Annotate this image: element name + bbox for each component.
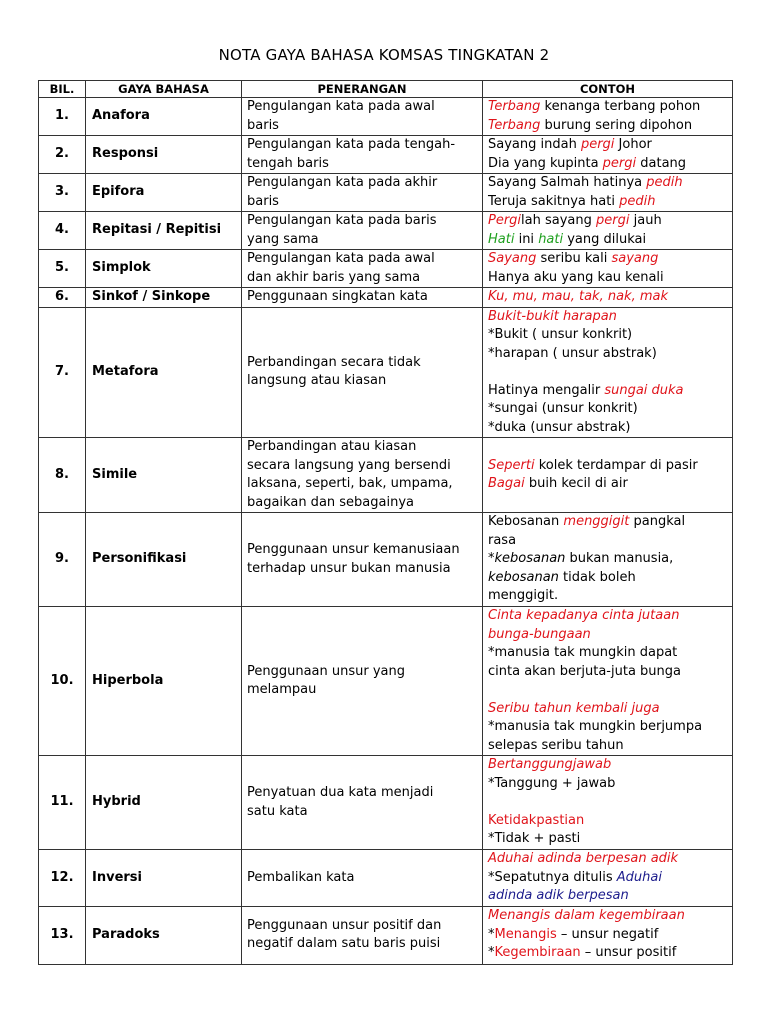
contoh-line	[488, 269, 727, 288]
contoh-line	[488, 644, 727, 663]
table-row	[39, 98, 733, 136]
contoh-line	[488, 607, 727, 626]
blank-line	[488, 363, 727, 382]
penerangan-line: Pengulangan kata pada baris	[247, 213, 437, 228]
contoh-segment: Seribu tahun kembali juga	[488, 700, 660, 716]
penerangan-line: Perbandingan atau kiasan	[247, 439, 417, 454]
contoh-line	[488, 326, 727, 345]
penerangan-line: secara langsung yang bersendi	[247, 457, 451, 473]
table-row	[39, 756, 733, 850]
penerangan-line: baris	[247, 193, 279, 209]
contoh-segment: Johor	[614, 137, 652, 152]
contoh-line	[488, 944, 727, 963]
contoh-segment: ini	[514, 231, 539, 247]
contoh-segment: Sayang Salmah hatinya	[488, 175, 647, 190]
contoh-segment: *manusia tak mungkin berjumpa	[488, 719, 703, 734]
contoh-cell	[483, 212, 733, 250]
contoh-segment: *duka (unsur abstrak)	[488, 419, 631, 435]
contoh-cell	[483, 136, 733, 174]
contoh-segment: Sayang indah	[488, 137, 581, 152]
contoh-cell	[483, 307, 733, 438]
table-row	[39, 250, 733, 288]
gaya-bahasa-name: Simplok	[86, 250, 242, 288]
contoh-cell	[483, 288, 733, 308]
penerangan-line: Penggunaan singkatan kata	[247, 289, 428, 304]
contoh-segment: Cinta kepadanya cinta jutaan	[488, 608, 680, 623]
contoh-segment: pedih	[619, 193, 656, 209]
row-number: 6.	[39, 288, 86, 308]
contoh-segment: selepas seribu tahun	[488, 737, 624, 753]
contoh-line	[488, 231, 727, 250]
gaya-bahasa-name: Repitasi / Repitisi	[86, 212, 242, 250]
penerangan-line: melampau	[247, 682, 317, 697]
gaya-bahasa-name: Responsi	[86, 136, 242, 174]
penerangan-cell	[242, 288, 483, 308]
contoh-segment: *	[488, 551, 495, 567]
contoh-segment: bukan manusia,	[565, 551, 674, 567]
penerangan-line: Perbandingan secara tidak	[247, 354, 421, 370]
contoh-segment: Hanya aku yang kau kenali	[488, 269, 664, 285]
penerangan-cell	[242, 98, 483, 136]
contoh-line	[488, 830, 727, 849]
contoh-segment: lah sayang	[521, 213, 597, 228]
contoh-segment: sungai duka	[604, 382, 684, 398]
penerangan-line: Pengulangan kata pada tengah-	[247, 137, 456, 152]
contoh-line	[488, 587, 727, 606]
contoh-segment: rasa	[488, 532, 517, 548]
contoh-line	[488, 926, 727, 945]
contoh-segment: Ketidakpastian	[488, 812, 585, 828]
row-number: 2.	[39, 136, 86, 174]
contoh-segment: *Tanggung + jawab	[488, 775, 616, 791]
contoh-line	[488, 663, 727, 682]
row-number: 3.	[39, 174, 86, 212]
contoh-cell	[483, 513, 733, 607]
contoh-segment: kenanga terbang pohon	[540, 99, 701, 114]
contoh-line	[488, 250, 727, 269]
contoh-line	[488, 756, 727, 775]
contoh-line	[488, 98, 727, 117]
contoh-segment: Terbang	[488, 117, 541, 133]
contoh-segment: Dia yang kupinta	[488, 155, 603, 171]
penerangan-cell	[242, 607, 483, 756]
contoh-line	[488, 382, 727, 401]
contoh-segment: menggigit.	[488, 588, 559, 604]
contoh-segment: pedih	[646, 175, 683, 190]
contoh-line	[488, 419, 727, 438]
contoh-line	[488, 700, 727, 719]
contoh-segment: sayang	[611, 251, 659, 266]
contoh-cell	[483, 906, 733, 964]
contoh-segment: *sungai (unsur konkrit)	[488, 401, 638, 416]
contoh-segment: *harapan ( unsur abstrak)	[488, 345, 657, 361]
contoh-segment: kolek terdampar di pasir	[534, 457, 698, 473]
gaya-bahasa-name: Hiperbola	[86, 607, 242, 756]
contoh-cell	[483, 438, 733, 513]
penerangan-cell	[242, 438, 483, 513]
contoh-segment: Aduhai adinda berpesan adik	[488, 851, 679, 866]
table-row	[39, 850, 733, 907]
blank-line	[488, 793, 727, 812]
contoh-cell	[483, 98, 733, 136]
contoh-segment: Kebosanan	[488, 514, 564, 530]
gaya-bahasa-name: Simile	[86, 438, 242, 513]
contoh-segment: Hati	[488, 231, 515, 247]
contoh-line	[488, 569, 727, 588]
penerangan-line: Pengulangan kata pada awal	[247, 251, 435, 266]
page-title: NOTA GAYA BAHASA KOMSAS TINGKATAN 2	[218, 46, 550, 64]
contoh-segment: *	[488, 926, 495, 942]
contoh-line	[488, 513, 727, 532]
contoh-segment: adinda adik berpesan	[488, 888, 629, 903]
contoh-segment: Pergi	[488, 213, 522, 228]
penerangan-cell	[242, 906, 483, 964]
contoh-cell	[483, 174, 733, 212]
penerangan-line: bagaikan dan sebagainya	[247, 494, 414, 510]
contoh-line	[488, 400, 727, 419]
contoh-line	[488, 475, 727, 494]
row-number: 5.	[39, 250, 86, 288]
contoh-line	[488, 850, 727, 869]
row-number: 9.	[39, 513, 86, 607]
contoh-line	[488, 550, 727, 569]
contoh-segment: *Tidak + pasti	[488, 831, 581, 847]
contoh-segment: Bukit-bukit harapan	[488, 308, 617, 324]
contoh-line	[488, 812, 727, 831]
gaya-bahasa-name: Epifora	[86, 174, 242, 212]
header-contoh: CONTOH	[483, 81, 733, 98]
contoh-line	[488, 718, 727, 737]
contoh-line	[488, 288, 727, 307]
contoh-cell	[483, 250, 733, 288]
contoh-segment: *manusia tak mungkin dapat	[488, 645, 678, 660]
contoh-segment: bunga-bungaan	[488, 626, 591, 642]
gaya-bahasa-name: Personifikasi	[86, 513, 242, 607]
contoh-line	[488, 737, 727, 756]
contoh-line	[488, 532, 727, 551]
row-number: 7.	[39, 307, 86, 438]
blank-line	[488, 681, 727, 700]
contoh-segment: yang dilukai	[563, 231, 647, 247]
contoh-segment: Aduhai	[616, 869, 662, 885]
contoh-line	[488, 457, 727, 476]
contoh-line	[488, 308, 727, 327]
penerangan-cell	[242, 174, 483, 212]
contoh-cell	[483, 850, 733, 907]
contoh-line	[488, 117, 727, 136]
contoh-segment: Ku, mu, mau, tak, nak, mak	[488, 289, 668, 304]
contoh-cell	[483, 607, 733, 756]
header-bil: BIL.	[39, 81, 86, 98]
penerangan-cell	[242, 136, 483, 174]
table-row	[39, 607, 733, 756]
row-number: 11.	[39, 756, 86, 850]
contoh-segment: burung sering dipohon	[540, 117, 693, 133]
row-number: 13.	[39, 906, 86, 964]
contoh-line	[488, 869, 727, 888]
row-number: 12.	[39, 850, 86, 907]
contoh-segment: kebosanan	[494, 551, 566, 567]
gaya-bahasa-name: Anafora	[86, 98, 242, 136]
table-row	[39, 307, 733, 438]
penerangan-line: terhadap unsur bukan manusia	[247, 560, 451, 576]
penerangan-line: Penggunaan unsur yang	[247, 663, 406, 679]
penerangan-cell	[242, 250, 483, 288]
penerangan-line: yang sama	[247, 231, 319, 247]
table-row	[39, 136, 733, 174]
contoh-segment: *Bukit ( unsur konkrit)	[488, 327, 633, 342]
table-row	[39, 288, 733, 308]
row-number: 8.	[39, 438, 86, 513]
gaya-bahasa-name: Hybrid	[86, 756, 242, 850]
gaya-bahasa-table	[38, 80, 733, 965]
contoh-segment: datang	[636, 155, 687, 171]
contoh-segment: *	[488, 945, 495, 961]
contoh-segment: Seperti	[488, 457, 535, 473]
contoh-segment: pergi	[580, 137, 615, 152]
contoh-segment: pergi	[596, 213, 630, 228]
contoh-line	[488, 626, 727, 645]
penerangan-line: Pengulangan kata pada awal	[247, 99, 435, 114]
contoh-line	[488, 345, 727, 364]
contoh-segment: seribu kali	[536, 251, 612, 266]
table-row	[39, 212, 733, 250]
contoh-line	[488, 775, 727, 794]
contoh-segment: menggigit	[563, 514, 630, 530]
penerangan-cell	[242, 756, 483, 850]
gaya-bahasa-name: Inversi	[86, 850, 242, 907]
contoh-segment: Hatinya mengalir	[488, 382, 605, 398]
penerangan-line: dan akhir baris yang sama	[247, 269, 421, 285]
penerangan-cell	[242, 513, 483, 607]
table-header-row	[39, 81, 733, 98]
penerangan-line: Pembalikan kata	[247, 869, 355, 885]
contoh-line	[488, 174, 727, 193]
penerangan-cell	[242, 307, 483, 438]
contoh-line	[488, 907, 727, 926]
contoh-segment: Bertanggungjawab	[488, 757, 612, 773]
table-row	[39, 438, 733, 513]
contoh-segment: Terbang	[488, 99, 541, 114]
contoh-segment: Teruja sakitnya hati	[488, 193, 620, 209]
contoh-cell	[483, 756, 733, 850]
contoh-segment: buih kecil di air	[524, 476, 628, 491]
contoh-segment: Menangis dalam kegembiraan	[488, 908, 685, 924]
contoh-line	[488, 155, 727, 174]
penerangan-line: Penggunaan unsur kemanusiaan	[247, 542, 460, 557]
contoh-segment: hati	[538, 231, 564, 247]
contoh-segment: – unsur positif	[580, 945, 677, 961]
contoh-line	[488, 136, 727, 155]
penerangan-line: baris	[247, 117, 279, 133]
header-penerangan: PENERANGAN	[242, 81, 483, 98]
table-row	[39, 906, 733, 964]
penerangan-line: langsung atau kiasan	[247, 373, 387, 389]
contoh-segment: jauh	[629, 213, 662, 228]
contoh-line	[488, 887, 727, 906]
gaya-bahasa-name: Paradoks	[86, 906, 242, 964]
contoh-segment: kebosanan	[488, 569, 559, 585]
contoh-line	[488, 193, 727, 212]
row-number: 4.	[39, 212, 86, 250]
contoh-segment: – unsur negatif	[556, 926, 659, 942]
contoh-line	[488, 212, 727, 231]
penerangan-line: laksana, seperti, bak, umpama,	[247, 476, 453, 491]
header-gaya-bahasa: GAYA BAHASA	[86, 81, 242, 98]
penerangan-cell	[242, 850, 483, 907]
penerangan-line: Penyatuan dua kata menjadi	[247, 785, 434, 800]
contoh-segment: cinta akan berjuta-juta bunga	[488, 663, 681, 679]
contoh-segment: tidak boleh	[558, 569, 636, 585]
penerangan-line: tengah baris	[247, 155, 329, 171]
contoh-segment: Bagai	[488, 476, 525, 491]
penerangan-line: Penggunaan unsur positif dan	[247, 917, 442, 933]
contoh-segment: *Sepatutnya ditulis	[488, 869, 617, 885]
contoh-segment: pergi	[602, 155, 637, 171]
penerangan-line: satu kata	[247, 803, 308, 819]
penerangan-cell	[242, 212, 483, 250]
row-number: 1.	[39, 98, 86, 136]
gaya-bahasa-name: Metafora	[86, 307, 242, 438]
gaya-bahasa-name: Sinkof / Sinkope	[86, 288, 242, 308]
contoh-segment: Menangis	[494, 926, 557, 942]
table-row	[39, 513, 733, 607]
penerangan-line: negatif dalam satu baris puisi	[247, 936, 441, 951]
penerangan-line: Pengulangan kata pada akhir	[247, 175, 438, 190]
contoh-segment: Sayang	[488, 251, 537, 266]
table-row	[39, 174, 733, 212]
contoh-segment: pangkal	[629, 514, 686, 530]
row-number: 10.	[39, 607, 86, 756]
contoh-segment: Kegembiraan	[494, 945, 581, 961]
